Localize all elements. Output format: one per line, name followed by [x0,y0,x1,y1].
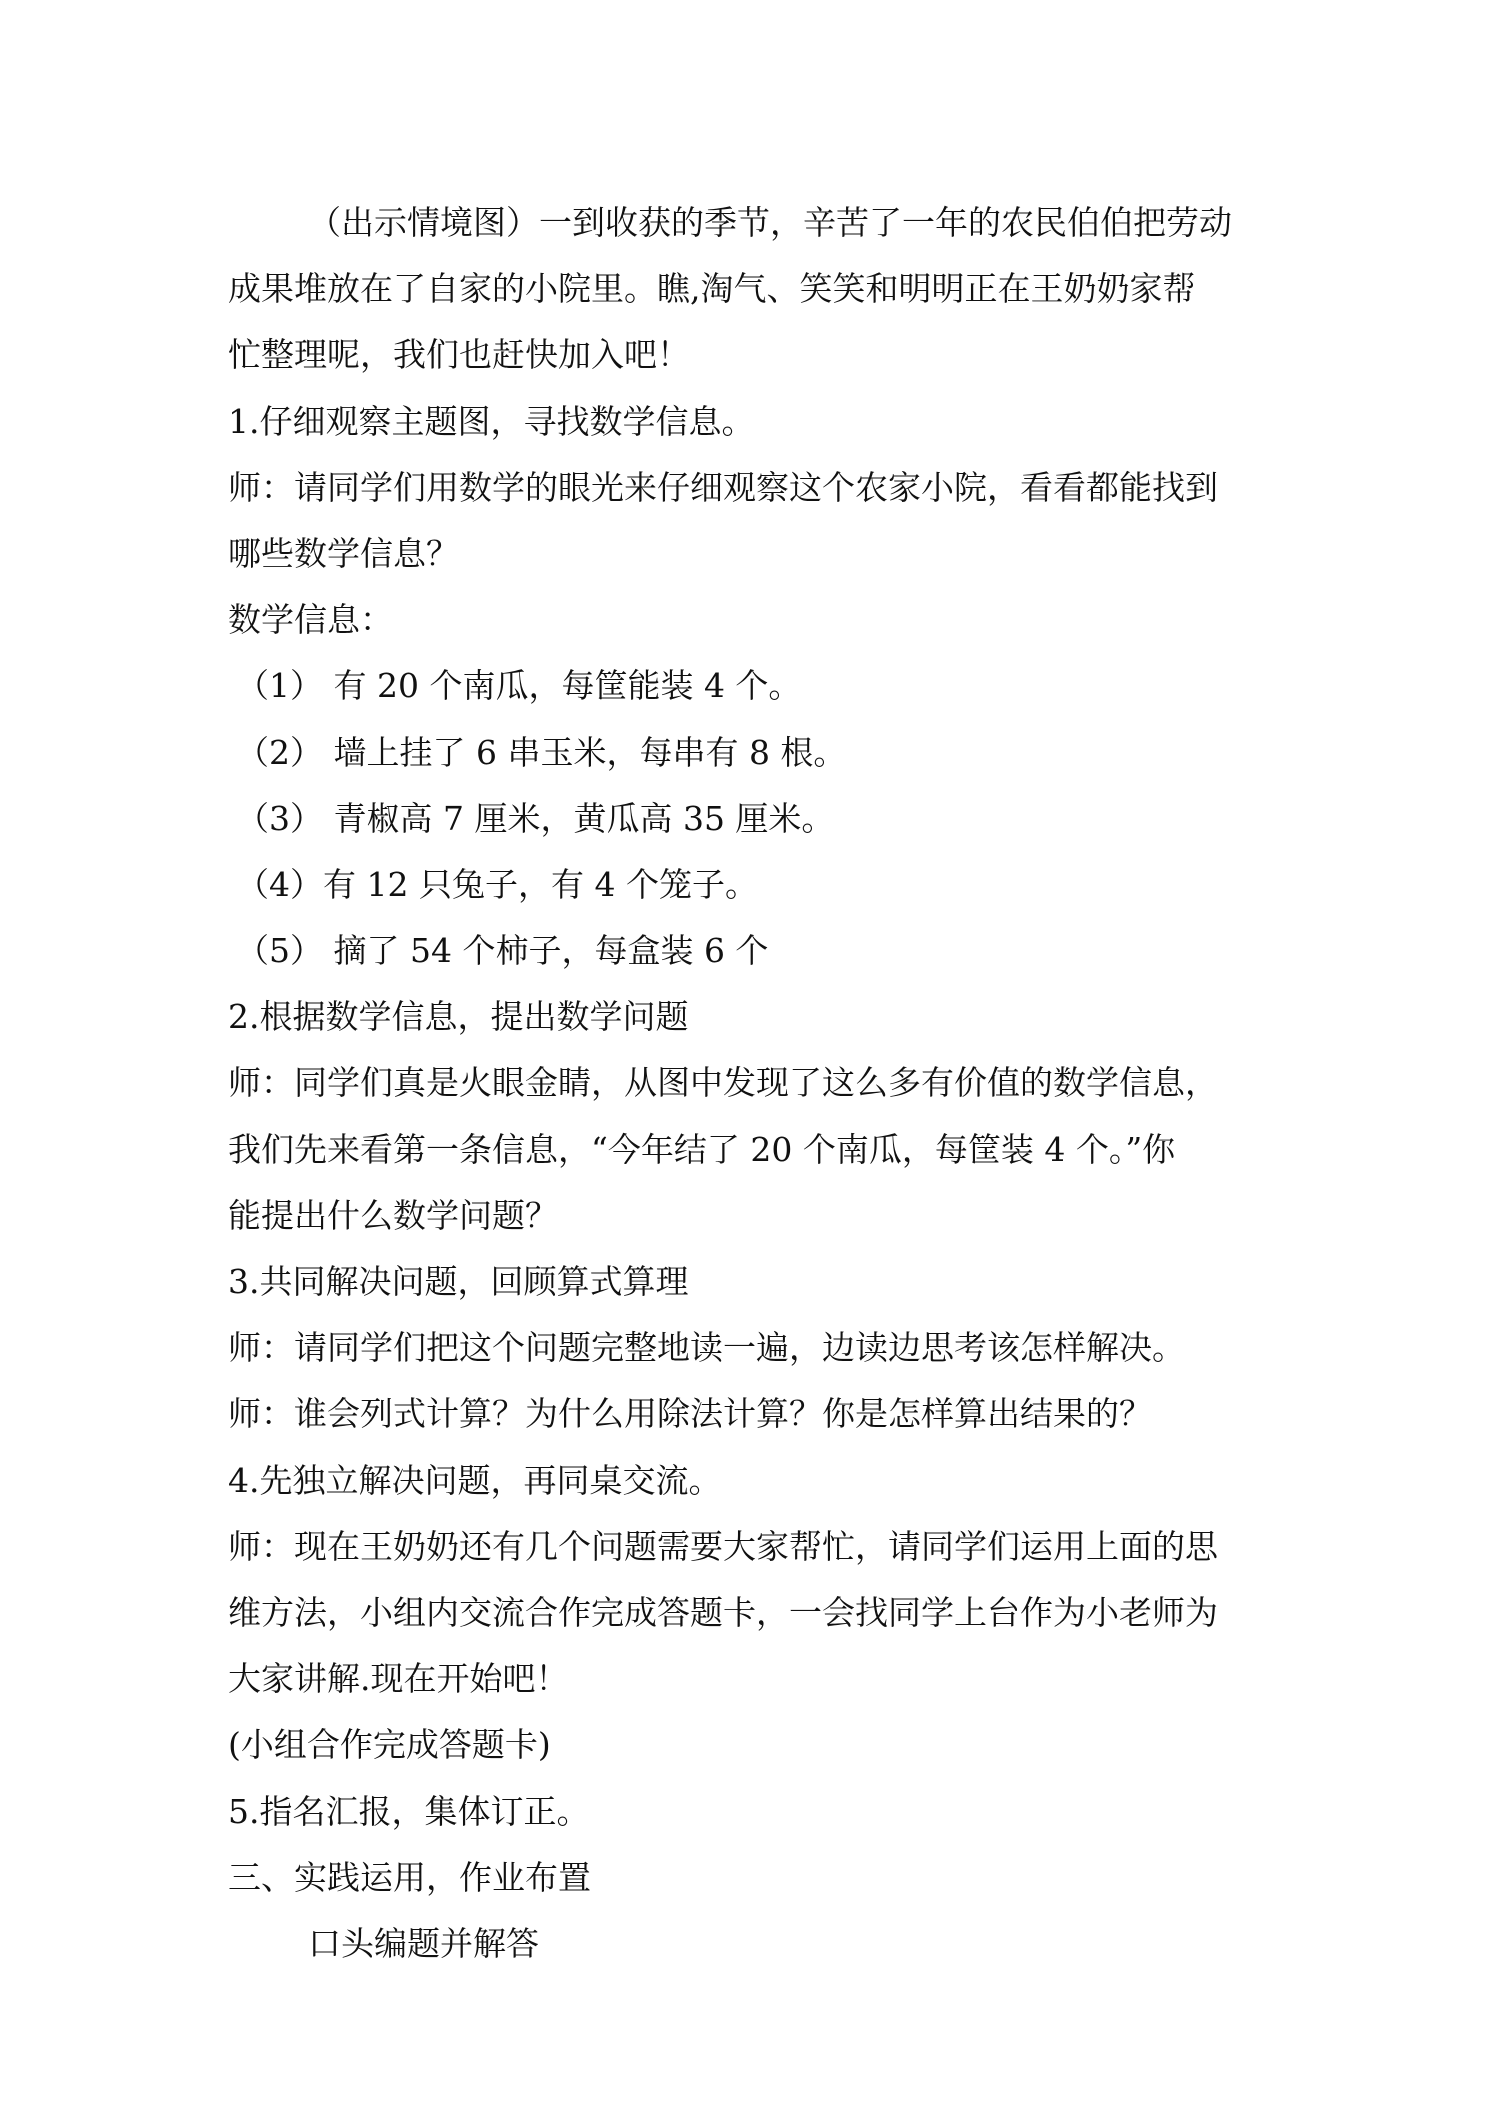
paragraph-line: 大家讲解.现在开始吧！ [228,1659,569,1699]
paragraph-line: 师：请同学们用数学的眼光来仔细观察这个农家小院，看看都能找到 [228,467,1218,507]
paragraph-line: 哪些数学信息？ [228,533,459,573]
section-heading: 5.指名汇报，集体订正。 [228,1791,590,1831]
list-item: （1） 有 20 个南瓜，每筐能装 4 个。 [236,666,802,706]
paragraph-line: (小组合作完成答题卡) [228,1725,551,1765]
paragraph-line: 师：现在王奶奶还有几个问题需要大家帮忙，请同学们运用上面的思 [228,1526,1218,1566]
paragraph-line: 能提出什么数学问题？ [228,1195,558,1235]
list-item: （5） 摘了 54 个柿子，每盒装 6 个 [236,931,769,971]
document-body [228,190,1278,1977]
section-heading: 三、实践运用，作业布置 [228,1857,591,1897]
paragraph-line: 师：请同学们把这个问题完整地读一遍，边读边思考该怎样解决。 [228,1328,1185,1368]
list-item: （2） 墙上挂了 6 串玉米，每串有 8 根。 [236,732,847,772]
paragraph-line: 师：同学们真是火眼金睛，从图中发现了这么多有价值的数学信息， [228,1063,1218,1103]
list-item: （4）有 12 只兔子，有 4 个笼子。 [236,864,758,904]
paragraph-line: 维方法，小组内交流合作完成答题卡，一会找同学上台作为小老师为 [228,1592,1218,1632]
section-heading: 2.根据数学信息，提出数学问题 [228,997,689,1037]
paragraph-line: 师：谁会列式计算？为什么用除法计算？你是怎样算出结果的？ [228,1394,1152,1434]
section-heading: 1.仔细观察主题图，寻找数学信息。 [228,401,755,441]
paragraph-line: 数学信息： [228,600,393,640]
list-item: （3） 青椒高 7 厘米，黄瓜高 35 厘米。 [236,798,835,838]
paragraph-line: 成果堆放在了自家的小院里。瞧,淘气、笑笑和明明正在王奶奶家帮 [228,269,1196,309]
paragraph-line: 我们先来看第一条信息，“今年结了 20 个南瓜，每筐装 4 个。”你 [228,1129,1176,1169]
paragraph-line: 口头编题并解答 [308,1923,539,1963]
paragraph-line: 忙整理呢，我们也赶快加入吧！ [228,335,690,375]
section-heading: 4.先独立解决问题，再同桌交流。 [228,1460,722,1500]
paragraph-line: （出示情境图）一到收获的季节，辛苦了一年的农民伯伯把劳动 [308,203,1232,242]
section-heading: 3.共同解决问题，回顾算式算理 [228,1262,689,1301]
